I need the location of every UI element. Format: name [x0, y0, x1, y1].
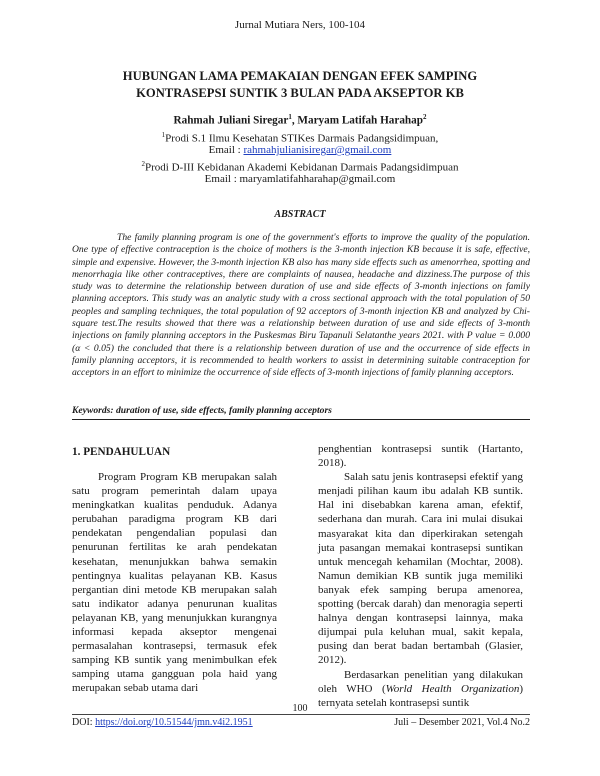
- volume-info: Juli – Desember 2021, Vol.4 No.2: [394, 717, 530, 728]
- intro-paragraph-1: Program Program KB merupakan salah satu program pemerintah dalam upaya meningkatkan kualitas penduduk. Adanya perubahan paradigma program KB dari pendekatan pengendalian populasi dan penurunan fertilitas ke arah pendekatan kesehatan, menunjukkan bahwa semakin pentingnya kualitas pelayanan KB. Kasus pergantian dini metode KB merupakan salah satu indikator adanya penurunan kualitas pelayanan KB, yang menunjukkan kurangnya informasi kepada akseptor mengenai permasalahan kontrasepsi, termasuk efek samping KB suntik yang menimbulkan efek samping utama gangguan pola haid yang merupakan sebab utama dari: [72, 471, 277, 695]
- email2-text: maryamlatifahharahap@gmail.com: [239, 173, 396, 185]
- title-line-1: HUBUNGAN LAMA PEMAKAIAN DENGAN EFEK SAMPING: [122, 69, 478, 83]
- abstract-heading: ABSTRACT: [274, 209, 326, 220]
- email1-link[interactable]: rahmahjulianisiregar@gmail.com: [243, 144, 392, 156]
- intro-paragraph-2: Salah satu jenis kontrasepsi efektif yang menjadi pilihan kaum ibu adalah KB suntik. Hal ini disebabkan karena aman, efektif, sederhana dan murah. Cara ini mulai disukai masyarakat kita dan diperkirakan setengah juta pasangan memakai kontrasepsi suntikan untuk mencegah kehamilan (Mochtar, 2008). Namun demikian KB suntik juga memiliki banyak efek samping berupa amenorea, spotting (bercak darah) dan menoragia seperti halnya dengan kontrasepsi lainnya, maka dijumpai pula keluhan mual, sakit kepala, pusing dan berat badan bertambah (Glasier, 2012).: [318, 471, 523, 667]
- author-2: Maryam Latifah Harahap: [297, 114, 423, 127]
- author-list: [60, 113, 540, 127]
- aff1-sup: 1: [161, 131, 166, 139]
- para3-start: Berdasarkan penelitian yang dilakukan oleh WHO (: [318, 668, 523, 695]
- email-1-line: [60, 143, 540, 158]
- title-line-2: KONTRASEPSI SUNTIK 3 BULAN PADA AKSEPTOR KB: [136, 86, 464, 100]
- abstract-body: [72, 232, 530, 380]
- para3-end: ) ternyata setelah kontrasepsi suntik: [318, 682, 523, 709]
- email2-label: Email :: [204, 173, 240, 185]
- journal-header: Jurnal Mutiara Ners, 100-104: [234, 19, 366, 31]
- paper-title: [60, 68, 540, 102]
- abstract-divider: [72, 419, 530, 420]
- left-column: [72, 470, 277, 696]
- doi-label: DOI:: [72, 717, 96, 728]
- aff1-text: Prodi S.1 Ilmu Kesehatan STIKes Darmais Padangsidimpuan,: [165, 132, 439, 145]
- footer-divider: [72, 714, 530, 715]
- aff2-sup: 2: [141, 160, 146, 168]
- abstract-text: The family planning program is one of the government's efforts to improve the quality of the population. One type of effective contraception is the choice of mothers is the 3-month injection KB because it is safe, effective, simple and expensive. However, the 3-month injection KB also has many side effects such as amenorrhea, spotting and menorrhagia like other contraceptives, there are complaints of nausea, headache and dizziness.The purpose of this study was to determine the relationship between duration of use and side effects of 3-month injections on family planning acceptors. This study was an analytic study with a cross sectional approach with the total population of 50 peoples and sampling techniques, the total population of 92 acceptors of 3-month injection KB and analyzed by Chi-square test.The results showed that there was a relationship between duration of use and side effects of 3-month injections on family planning acceptors in the Puskesmas Biru Tapanuli Selatanthe years 2021. with P value = 0.000 (α < 0.05) the concluded that there is a relationship between duration of use and the occurrence of side effects in family planning acceptors, it is recommended to health workers to assist in determining suitable contraception for acceptors in an effort to minimize the occurrence of side effects of 3-month injections of family planning acceptors.: [72, 232, 530, 379]
- right-column: [318, 442, 523, 710]
- email1-label: Email :: [208, 144, 244, 156]
- author-1-sup: 1: [288, 113, 292, 121]
- author-2-sup: 2: [422, 113, 427, 121]
- author-sep: ,: [291, 114, 298, 127]
- doi-link[interactable]: https://doi.org/10.51544/jmn.v4i2.1951: [95, 717, 253, 728]
- who-name: World Health Organization: [385, 682, 520, 695]
- keywords: Keywords: duration of use, side effects, family planning acceptors: [72, 405, 332, 416]
- aff2-text: Prodi D-III Kebidanan Akademi Kebidanan Darmais Padangsidimpuan: [145, 161, 459, 174]
- intro-continuation: penghentian kontrasepsi suntik (Hartanto, 2018).: [318, 443, 523, 470]
- doi-line: [72, 717, 253, 728]
- email-2-line: [60, 172, 540, 187]
- section-heading: 1. PENDAHULUAN: [72, 446, 171, 458]
- page-number: 100: [292, 703, 308, 714]
- author-1: Rahmah Juliani Siregar: [173, 114, 289, 127]
